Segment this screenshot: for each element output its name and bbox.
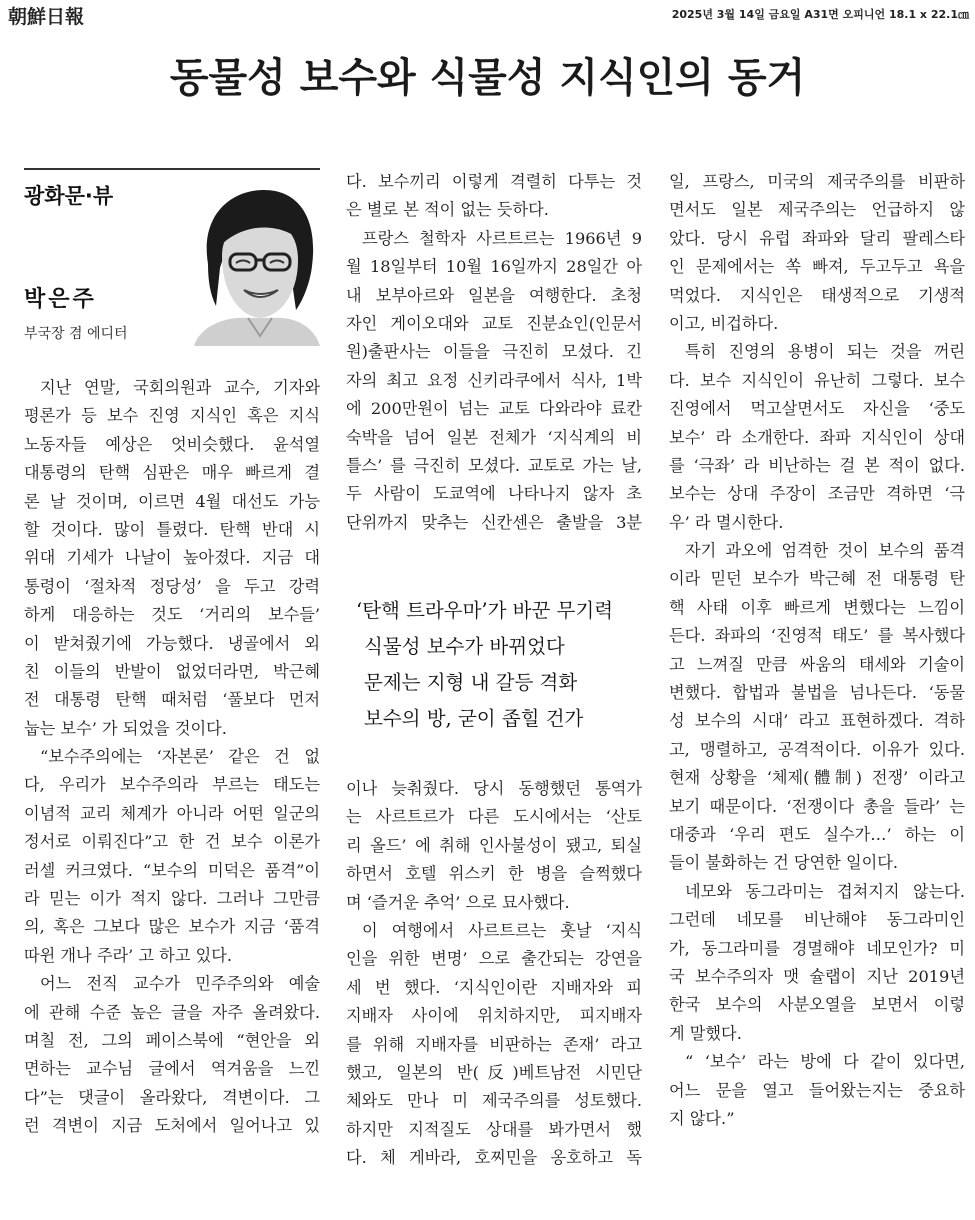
column-header-rule	[24, 168, 320, 170]
text-line: 통령이 ‘절차적 정당성’ 을 두고 강력	[24, 576, 320, 596]
pull-quote-line: ‘탄핵 트라우마’가 바꾼 무기력	[356, 599, 614, 622]
text-line: 틀스’ 를 극진히 모셨다. 교토로 가는 날,	[346, 455, 642, 475]
text-line: 자인 게이오대와 교토 진분쇼인(인문서	[346, 313, 642, 333]
text-line: 친 이들의 반발이 없었더라면, 박근혜	[24, 661, 320, 681]
text-line: 다. 보수끼리 이렇게 격렬히 다투는 것	[346, 172, 642, 191]
text-line: 눕는 보수’ 가 되었을 것이다.	[24, 718, 227, 738]
column-name: 광화문·뷰	[24, 184, 114, 208]
text-line: 어느 전직 교수가 민주주의와 예술	[40, 974, 320, 994]
text-line: 하게 대응하는 것도 ‘거리의 보수들’	[24, 605, 320, 625]
text-line: 며칠 전, 그의 페이스북에 “현안을 외	[24, 1030, 320, 1050]
text-line: 이라 믿던 보수가 박근혜 전 대통령 탄	[669, 569, 965, 589]
text-line: 노동자들 예상은 엇비슷했다. 윤석열	[24, 434, 320, 454]
text-line: 러셀 커크였다. “보수의 미덕은 품격”이	[24, 860, 320, 880]
text-line: 대통령의 탄핵 심판은 매우 빠르게 결	[24, 463, 320, 483]
text-line: 네모와 동그라미는 겹쳐지지 않는다.	[685, 881, 965, 901]
text-line: 프랑스 철학자 사르트르는 1966년 9	[362, 228, 642, 248]
pull-quote-line: 문제는 지형 내 갈등 격화	[364, 671, 578, 694]
text-line: 에 관해 수준 높은 글을 자주 올려왔다.	[24, 1002, 320, 1022]
pull-quote-line: 식물성 보수가 바뀌었다	[364, 635, 565, 658]
text-line: “보수주의에는 ‘자본론’ 같은 건 없	[40, 747, 320, 767]
article-column-1	[24, 374, 320, 1141]
text-line: 다. 보수 지식인이 유난히 그렇다. 보수	[669, 370, 965, 390]
text-line: 체와도 만나 미 제국주의를 성토했다.	[346, 1091, 642, 1111]
text-line: 에 200만원이 넘는 교토 다와라야 료칸	[346, 399, 642, 419]
text-line: 이 받쳐줬기에 가능했다. 냉골에서 외	[24, 633, 320, 653]
text-line: 보수’ 라 소개한다. 좌파 지식인이 상대	[669, 427, 965, 447]
text-line: 한국 보수의 사분오열을 보면서 이렇	[669, 995, 965, 1015]
text-line: 특히 진영의 용병이 되는 것을 꺼린	[685, 342, 965, 362]
text-line: 할 것이다. 많이 틀렸다. 탄핵 반대 시	[24, 519, 320, 539]
text-line: 를 ‘극좌’ 라 비난하는 걸 본 적이 없다.	[669, 455, 965, 475]
text-line: 다”는 댓글이 올라왔다, 격변이다. 그	[24, 1087, 320, 1107]
text-line: 은 별로 본 적이 없는 듯하다.	[346, 200, 549, 220]
text-line: 가, 동그라미를 경멸해야 네모인가? 미	[669, 938, 965, 958]
text-line: 대중과 ‘우리 편도 실수가…’ 하는 이	[669, 824, 965, 844]
text-line: 위대 기세가 나날이 높아졌다. 지금 대	[24, 548, 320, 568]
author-photo	[186, 176, 322, 346]
text-line: 월 18일부터 10월 16일까지 28일간 아	[346, 257, 642, 277]
publication-info: 2025년 3월 14일 금요일 A31면 오피니언 18.1 x 22.1㎝	[671, 8, 969, 21]
headline: 동물성 보수와 식물성 지식인의 동거	[169, 55, 806, 101]
text-line: 두 사람이 도쿄역에 나타나지 않자 초	[346, 484, 642, 504]
text-line: 성 보수의 시대’ 라고 표현하겠다. 격하	[669, 711, 965, 731]
text-line: 라 믿는 이가 적지 않다. 그러나 그만큼	[24, 889, 320, 909]
text-line: 먹었다. 지식인은 태생적으로 기생적	[669, 285, 965, 305]
pull-quote	[356, 593, 646, 737]
text-line: 리 올드’ 에 취해 인사불성이 됐고, 퇴실	[346, 835, 642, 855]
text-line: 그런데 네모를 비난해야 동그라미인	[669, 910, 965, 930]
text-line: 전 대통령 탄핵 때처럼 ‘풀보다 먼저	[24, 690, 320, 710]
text-line: 자기 과오에 엄격한 것이 보수의 품격	[685, 541, 965, 561]
text-line: 를 위해 지배자를 비판하는 존재’ 라고	[346, 1034, 642, 1054]
text-line: 핵 사태 이후 빠르게 변했다는 느낌이	[669, 597, 965, 617]
text-line: 게 말했다.	[669, 1023, 742, 1043]
text-line: 단위까지 맞추는 신칸센은 출발을 3분	[346, 512, 642, 532]
text-line: 는 사르트르가 다른 도시에서는 ‘산토	[346, 807, 642, 827]
pull-quote-line: 보수의 방, 굳이 좁힐 건가	[364, 707, 584, 730]
article-column-2-bottom	[346, 775, 642, 1172]
text-line: 이 여행에서 사르트르는 훗날 ‘지식	[362, 920, 642, 940]
text-line: 들이 불화하는 건 당연한 일이다.	[669, 853, 899, 873]
text-line: 았다. 당시 유럽 좌파와 달리 팔레스타	[669, 228, 965, 248]
text-line: 인을 위한 변명’ 으로 출간되는 강연을	[346, 949, 642, 969]
article-column-2-top	[346, 168, 642, 537]
text-line: 이고, 비겁하다.	[669, 313, 779, 333]
text-line: 며 ‘즐거운 추억’ 으로 묘사했다.	[346, 892, 570, 912]
text-line: 보수는 상대 주장이 조금만 격하면 ‘극	[669, 484, 965, 504]
text-line: 이념적 교리 체계가 아니라 어떤 일군의	[24, 803, 320, 823]
text-line: 의, 혹은 그보다 많은 보수가 지금 ‘품격	[24, 917, 320, 937]
text-line: 지 않다.”	[669, 1108, 735, 1128]
text-line: 이나 늦춰줬다. 당시 동행했던 통역가	[346, 779, 642, 798]
text-line: 인 문제에서는 쏙 빠져, 두고두고 욕을	[669, 257, 965, 277]
article-column-3	[669, 168, 965, 1133]
text-line: 어느 문을 열고 들어왔는지는 중요하	[669, 1080, 965, 1100]
text-line: 우’ 라 멸시한다.	[669, 512, 784, 532]
text-line: 다, 우리가 보수주의라 부르는 태도는	[24, 775, 320, 795]
text-line: 든다. 좌파의 ‘진영적 태도’ 를 복사했다	[669, 626, 965, 646]
text-line: 내 보부아르와 일본을 여행한다. 초청	[346, 285, 642, 305]
text-line: 숙박을 넘어 일본 전체가 ‘지식계의 비	[346, 427, 642, 447]
text-line: 현재 상황을 ‘체제(體制) 전쟁’ 이라고	[669, 768, 965, 788]
text-line: 평론가 등 보수 진영 지식인 혹은 지식	[24, 406, 320, 426]
text-line: 정서로 이뤄진다”고 한 건 보수 이론가	[24, 832, 320, 852]
text-line: 하면서 호텔 위스키 한 병을 슬쩍했다	[346, 864, 642, 884]
text-line: 런 격변이 지금 도처에서 일어나고 있	[24, 1116, 320, 1136]
newspaper-logo: 朝鮮日報	[8, 6, 85, 28]
text-line: 지난 연말, 국회의원과 교수, 기자와	[40, 378, 320, 397]
author-title: 부국장 겸 에디터	[24, 326, 128, 342]
author-name: 박은주	[24, 287, 97, 312]
text-line: 면서도 일본 제국주의는 언급하지 않	[669, 200, 965, 220]
text-line: 했고, 일본의 반(反)베트남전 시민단	[346, 1062, 642, 1082]
text-line: “ ‘보수’ 라는 방에 다 같이 있다면,	[685, 1052, 965, 1072]
text-line: 세 번 했다. ‘지식인이란 지배자와 피	[346, 977, 642, 997]
text-line: 보기 때문이다. ‘전쟁이다 총을 들라’ 는	[669, 796, 965, 816]
text-line: 다. 체 게바라, 호찌민을 옹호하고 독	[346, 1148, 642, 1168]
text-line: 론 날 것이며, 이르면 4월 대선도 가능	[24, 491, 320, 511]
text-line: 면하는 교수님 글에서 역겨움을 느낀	[24, 1059, 320, 1079]
text-line: 고 느껴질 만큼 싸움의 태세와 기술이	[669, 654, 965, 674]
text-line: 지배자 사이에 위치하지만, 피지배자	[346, 1006, 642, 1026]
text-line: 하지만 지적질도 상대를 봐가면서 했	[346, 1119, 642, 1139]
text-line: 자의 최고 요정 신키라쿠에서 식사, 1박	[346, 370, 642, 390]
text-line: 변했다. 합법과 불법을 넘나든다. ‘동물	[669, 683, 965, 703]
text-line: 고, 맹렬하고, 공격적이다. 이유가 있다.	[669, 739, 965, 759]
text-line: 국 보수주의자 맷 슐랩이 지난 2019년	[669, 966, 965, 986]
text-line: 일, 프랑스, 미국의 제국주의를 비판하	[669, 172, 965, 191]
text-line: 진영에서 먹고살면서도 자신을 ‘중도	[669, 399, 965, 419]
text-line: 원)출판사는 이들을 극진히 모셨다. 긴	[346, 342, 642, 362]
text-line: 따윈 개나 주라’ 고 하고 있다.	[24, 945, 233, 965]
